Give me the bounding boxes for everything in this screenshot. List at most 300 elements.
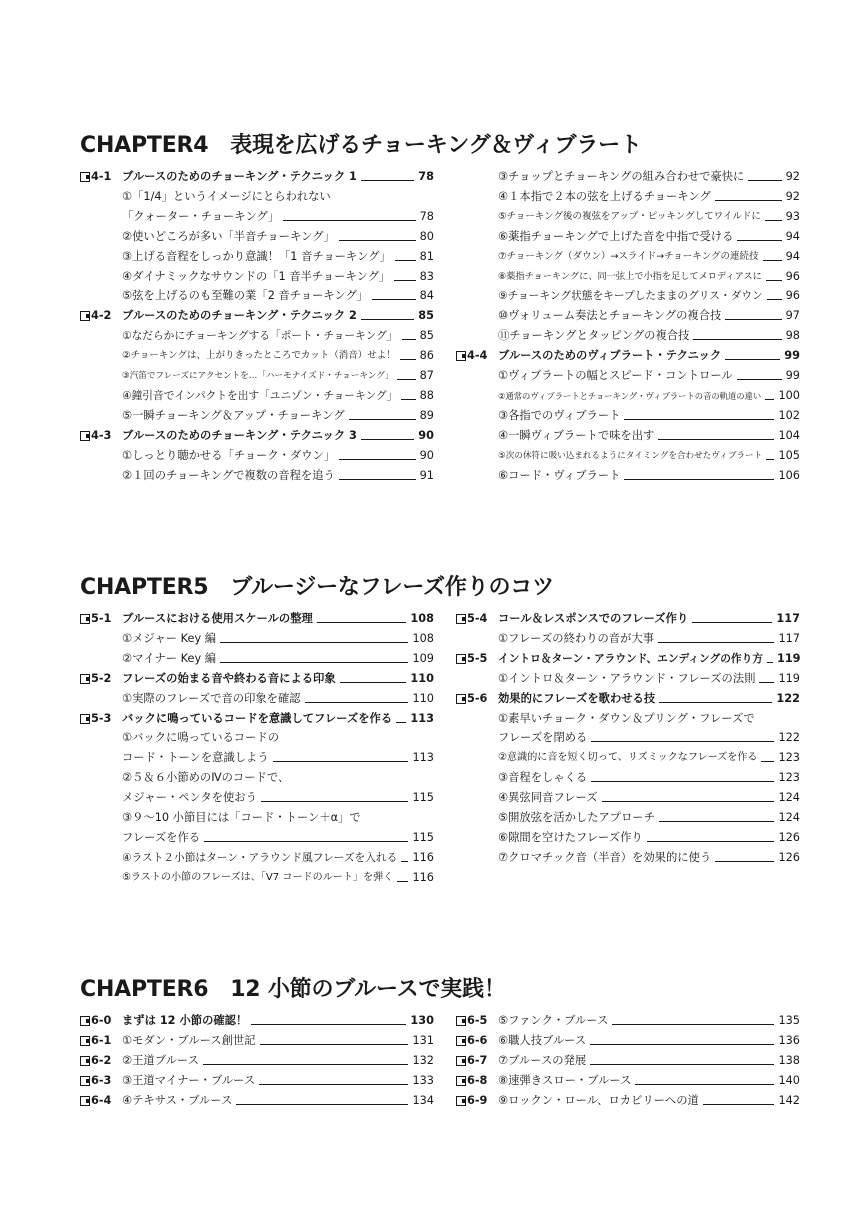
section-marker-icon: [456, 1016, 466, 1026]
toc-section-row[interactable]: [456, 608, 800, 628]
toc-entry-row[interactable]: [456, 668, 800, 688]
page-number: 123: [778, 771, 800, 785]
toc-section-row[interactable]: [80, 166, 434, 186]
entry-title: ③汽笛でフレーズにアクセントを…「ハーモナイズド・チョーキング」: [122, 371, 394, 381]
leader-line: [767, 299, 782, 300]
toc-entry-row[interactable]: [80, 285, 434, 305]
page-number: 115: [412, 830, 434, 844]
page-number: 124: [778, 791, 800, 805]
section-number: [80, 429, 111, 443]
toc-entry-row[interactable]: [80, 445, 434, 465]
section-number: [80, 612, 111, 626]
entry-title: ⑧薬指チョーキングに、同一弦上で小指を足してメロディアスに: [498, 270, 762, 282]
page-number: 126: [778, 850, 800, 864]
section-number-label: 5-1: [91, 612, 112, 625]
entry-title: ⑥隙間を空けたフレーズ作り: [498, 830, 643, 844]
entry-title: ①素早いチョーク・ダウン＆プリング・フレーズで: [498, 711, 755, 725]
leader-line: [725, 319, 781, 320]
toc-section-row[interactable]: [80, 1070, 434, 1090]
toc-entry-row[interactable]: [456, 425, 800, 445]
toc-entry-row[interactable]: [456, 246, 800, 266]
toc-entry-row[interactable]: [80, 246, 434, 266]
page-number: 126: [778, 830, 800, 844]
toc-section-row[interactable]: [80, 668, 434, 688]
entry-title: イントロ＆ターン・アラウンド、エンディングの作り方: [498, 651, 763, 665]
toc-entry-row[interactable]: [80, 747, 434, 767]
toc-entry-row[interactable]: [80, 648, 434, 668]
leader-line: [715, 861, 774, 862]
entry-title: ①実際のフレーズで音の印象を確認: [122, 691, 301, 705]
section-number: [80, 1034, 111, 1048]
entry-title: ブルースのためのヴィブラート・テクニック: [498, 349, 722, 363]
entry-title: 効果的にフレーズを歌わせる技: [498, 691, 656, 705]
page-number: 113: [410, 711, 434, 725]
toc-entry-row[interactable]: [80, 365, 434, 385]
page-number: 119: [776, 651, 801, 665]
section-marker-icon: [80, 714, 90, 724]
page-number: 122: [778, 731, 800, 745]
page-number: 99: [784, 349, 800, 363]
page-number: 99: [785, 369, 800, 382]
page-number: 83: [419, 269, 434, 283]
entry-title: ⑨チョーキング状態をキープしたままのグリス・ダウン: [498, 289, 763, 303]
leader-line: [260, 1044, 409, 1045]
entry-title: ②使いどころが多い「半音チョーキング」: [122, 229, 335, 243]
entry-title: ⑦クロマチック音（半音）を効果的に使う: [498, 850, 712, 864]
entry-title: ①イントロ＆ターン・アラウンド・フレーズの法則: [498, 671, 756, 685]
section-number: [80, 1014, 111, 1028]
section-marker-icon: [456, 1096, 466, 1106]
leader-line: [759, 682, 774, 683]
entry-title: ⑤次の休符に吸い込まれるようにタイミングを合わせたヴィブラート: [498, 450, 763, 461]
toc-entry-row[interactable]: [80, 345, 434, 365]
leader-line: [590, 1064, 774, 1065]
section-marker-icon: [80, 1096, 90, 1106]
section-marker-icon: [456, 1036, 466, 1046]
section-number-label: 6-1: [91, 1033, 112, 1047]
leader-line: [220, 642, 408, 643]
entry-title: ⑦チョーキング（ダウン）→スライド→チョーキングの連続技: [498, 250, 759, 262]
section-marker-icon: [456, 351, 466, 361]
page-number: 92: [785, 189, 800, 203]
toc-entry-row[interactable]: [80, 266, 434, 286]
toc-entry-row[interactable]: [80, 186, 434, 206]
section-marker-icon: [80, 172, 90, 182]
entry-title: ③チョップとチョーキングの組み合わせで豪快に: [498, 170, 745, 183]
section-number: [80, 309, 111, 323]
leader-line: [591, 741, 774, 742]
leader-line: [602, 801, 775, 802]
entry-title: ④鐘引音でインパクトを出す「ユニゾン・チョーキング」: [122, 388, 398, 402]
section-number-label: 6-5: [467, 1014, 488, 1027]
chapter-title: CHAPTER5 ブルージーなフレーズ作りのコツ: [80, 575, 554, 600]
chapter-6: [80, 972, 800, 1212]
chapter-title: CHAPTER6 12 小節のブルースで実践！: [80, 977, 506, 1002]
section-number-label: 6-3: [91, 1073, 112, 1087]
toc-section-row[interactable]: [80, 608, 434, 628]
section-number: [80, 672, 111, 686]
page-number: 105: [778, 448, 800, 462]
toc-section-row[interactable]: [456, 1070, 800, 1090]
section-marker-icon: [80, 311, 90, 321]
leader-line: [765, 220, 782, 221]
leader-line: [372, 299, 415, 300]
leader-line: [401, 861, 408, 862]
entry-title: ⑤一瞬チョーキング＆アップ・チョーキング: [122, 408, 345, 422]
page-number: 96: [785, 269, 800, 283]
entry-title: ③音程をしゃくる: [498, 771, 588, 785]
leader-line: [204, 841, 408, 842]
leader-line: [692, 622, 772, 623]
section-number: [80, 1094, 111, 1108]
entry-title: ⑤ファンク・ブルース: [498, 1014, 609, 1027]
section-marker-icon: [456, 1056, 466, 1066]
page-number: 89: [419, 408, 434, 422]
entry-title: メジャー・ペンタを使おう: [122, 791, 257, 805]
page-number: 102: [778, 408, 800, 422]
toc-section-row[interactable]: [456, 648, 800, 668]
toc-entry-row[interactable]: [456, 266, 800, 286]
entry-title: まずは 12 小節の確認！: [122, 1014, 248, 1027]
entry-title: ⑤ラストの小節のフレーズは、「Ⅴ7 コードのルート」を弾く: [122, 871, 394, 883]
toc-entry-row[interactable]: [80, 867, 434, 887]
leader-line: [635, 1084, 774, 1085]
toc-entry-row[interactable]: [80, 727, 434, 747]
toc-entry-row[interactable]: [456, 727, 800, 747]
page-number: 140: [778, 1073, 800, 1087]
page-number: 86: [419, 349, 434, 363]
entry-title: ⑤弦を上げるのも至難の業「2 音チョーキング」: [122, 289, 369, 303]
page-number: 117: [778, 631, 800, 645]
section-marker-icon: [80, 431, 90, 441]
entry-title: ①ヴィブラートの幅とスピード・コントロール: [498, 369, 733, 382]
leader-line: [395, 260, 416, 261]
leader-line: [647, 841, 775, 842]
toc-entry-row[interactable]: [456, 465, 800, 485]
toc-entry-row[interactable]: [80, 325, 434, 345]
section-number-label: 6-0: [91, 1014, 112, 1027]
toc-entry-row[interactable]: [456, 285, 800, 305]
toc-entry-row[interactable]: [80, 847, 434, 867]
toc-entry-row[interactable]: [456, 226, 800, 246]
toc-entry-row[interactable]: [456, 807, 800, 827]
section-marker-icon: [80, 1016, 90, 1026]
page-number: 104: [778, 428, 800, 442]
page-number: 92: [785, 170, 800, 183]
leader-line: [361, 180, 414, 181]
leader-line: [591, 781, 774, 782]
entry-title: ③９～10 小節目には「コード・トーン＋α」で: [122, 811, 361, 824]
leader-line: [767, 662, 773, 663]
section-marker-icon: [456, 614, 466, 624]
leader-line: [361, 439, 414, 440]
toc-entry-row[interactable]: [456, 405, 800, 425]
leader-line: [305, 702, 409, 703]
page-number: 81: [419, 249, 434, 263]
section-number-label: 5-3: [91, 711, 112, 725]
toc-entry-row[interactable]: [456, 166, 800, 186]
toc-section-row[interactable]: [456, 1090, 800, 1110]
toc-section-row[interactable]: [80, 1010, 434, 1030]
section-number-label: 6-4: [91, 1093, 112, 1107]
page-number: 90: [418, 428, 434, 442]
section-number: [456, 1094, 487, 1108]
page-number: 135: [778, 1014, 800, 1027]
page-number: 117: [776, 612, 800, 625]
toc-entry-row[interactable]: [456, 445, 800, 465]
entry-title: フレーズを閉める: [498, 731, 588, 745]
page-number: 116: [412, 870, 434, 884]
leader-line: [261, 801, 409, 802]
section-number: [456, 1074, 487, 1088]
toc-entry-row[interactable]: [456, 325, 800, 345]
entry-title: バックに鳴っているコードを意識してフレーズを作る: [122, 711, 393, 725]
toc-entry-row[interactable]: [456, 767, 800, 787]
toc-entry-row[interactable]: [456, 827, 800, 847]
toc-entry-row[interactable]: [80, 827, 434, 847]
section-number: [456, 692, 487, 706]
leader-line: [624, 419, 774, 420]
page-number: 132: [412, 1053, 434, 1067]
entry-title: ブルースのためのチョーキング・テクニック 1: [122, 170, 357, 183]
section-number: [456, 652, 487, 666]
page-number: 130: [410, 1014, 434, 1027]
entry-title: ⑥職人技ブルース: [498, 1033, 587, 1047]
section-marker-icon: [80, 1076, 90, 1086]
page-number: 115: [412, 791, 434, 805]
leader-line: [400, 359, 416, 360]
section-marker-icon: [456, 694, 466, 704]
page-number: 100: [778, 388, 800, 402]
leader-line: [397, 379, 415, 380]
entry-title: ②通常のヴィブラートとチョーキング・ヴィブラートの音の軌道の違い: [498, 390, 762, 401]
toc-entry-row[interactable]: [456, 305, 800, 325]
leader-line: [251, 1024, 406, 1025]
page-number: 84: [419, 289, 434, 303]
section-number-label: 6-2: [91, 1053, 112, 1067]
page-number: 91: [419, 468, 434, 482]
leader-line: [401, 399, 415, 400]
page-number: 108: [410, 612, 434, 625]
entry-title: ②チョーキングは、上がりきったところでカット（消音）せよ！: [122, 350, 396, 362]
leader-line: [361, 319, 414, 320]
entry-title: ⑪チョーキングとタッピングの複合技: [498, 329, 690, 343]
toc-section-row[interactable]: [456, 1030, 800, 1050]
page-number: 106: [778, 468, 800, 482]
section-number: [80, 712, 111, 726]
toc-section-row[interactable]: [80, 425, 434, 445]
section-number: [80, 170, 111, 184]
entry-title: ④異弦同音フレーズ: [498, 791, 598, 805]
entry-title: ①バックに鳴っているコードの: [122, 731, 279, 745]
section-number-label: 6-9: [467, 1093, 488, 1107]
leader-line: [659, 702, 772, 703]
section-marker-icon: [80, 1056, 90, 1066]
page-number: 122: [776, 691, 800, 705]
entry-title: ④ラスト２小節はターン・アラウンド風フレーズを入れる: [122, 850, 398, 864]
toc-section-row[interactable]: [80, 1030, 434, 1050]
page-number: 85: [418, 309, 434, 323]
entry-title: フレーズを作る: [122, 830, 201, 844]
leader-line: [397, 881, 408, 882]
toc-entry-row[interactable]: [80, 787, 434, 807]
toc-section-row[interactable]: [80, 305, 434, 325]
page-number: 98: [785, 329, 800, 343]
entry-title: コード・トーンを意識しよう: [122, 751, 269, 765]
leader-line: [765, 399, 774, 400]
leader-line: [761, 761, 774, 762]
page-number: 123: [778, 751, 800, 765]
leader-line: [658, 642, 774, 643]
entry-title: ブルースのためのチョーキング・テクニック 3: [122, 428, 357, 442]
section-number: [456, 1034, 487, 1048]
page-number: 94: [785, 249, 800, 263]
page-number: 110: [412, 691, 434, 705]
page-number: 94: [785, 229, 800, 243]
section-marker-icon: [80, 614, 90, 624]
leader-line: [236, 1104, 408, 1105]
section-number-label: 5-2: [91, 671, 112, 685]
toc-entry-row[interactable]: [456, 787, 800, 807]
section-number: [456, 1054, 487, 1068]
section-number-label: 5-6: [467, 691, 488, 705]
page-number: 133: [412, 1073, 434, 1087]
toc-entry-row[interactable]: [80, 206, 434, 226]
page-number: 116: [412, 850, 434, 864]
leader-line: [624, 479, 774, 480]
toc-entry-row[interactable]: [80, 767, 434, 787]
page-number: 124: [778, 811, 800, 824]
entry-title: ブルースにおける使用スケールの整理: [122, 612, 313, 625]
entry-title: ①フレーズの終わりの音が大事: [498, 631, 654, 645]
section-number-label: 6-6: [467, 1033, 488, 1047]
section-number-label: 4-4: [467, 349, 488, 363]
entry-title: ①メジャー Key 編: [122, 631, 217, 645]
toc-entry-row[interactable]: [80, 688, 434, 708]
leader-line: [402, 339, 416, 340]
entry-title: フレーズの始まる音や終わる音による印象: [122, 671, 336, 685]
leader-line: [763, 260, 782, 261]
leader-line: [766, 280, 782, 281]
entry-title: ①なだらかにチョーキングする「ポート・チョーキング」: [122, 329, 398, 343]
toc-section-row[interactable]: [456, 688, 800, 708]
leader-line: [394, 280, 415, 281]
section-number: [456, 349, 487, 363]
page-number: 136: [778, 1033, 800, 1047]
section-marker-icon: [80, 674, 90, 684]
page-number: 78: [418, 170, 434, 183]
entry-title: ⑤開放弦を活かしたアプローチ: [498, 811, 655, 824]
leader-line: [766, 459, 774, 460]
entry-title: ⑥薬指チョーキングで上げた音を中指で受ける: [498, 229, 734, 243]
entry-title: ②５＆６小節めのⅣのコードで、: [122, 771, 290, 785]
entry-title: コール＆レスポンスでのフレーズ作り: [498, 612, 689, 625]
page-number: 80: [419, 229, 434, 243]
entry-title: ⑦ブルースの発展: [498, 1053, 587, 1067]
page-number: 97: [785, 309, 800, 323]
entry-title: ⑥コード・ヴィブラート: [498, 468, 621, 482]
leader-line: [259, 1084, 408, 1085]
toc-entry-row[interactable]: [456, 206, 800, 226]
toc-entry-row[interactable]: [80, 628, 434, 648]
section-number-label: 4-1: [91, 170, 112, 183]
leader-line: [339, 459, 415, 460]
toc-entry-row[interactable]: [456, 847, 800, 867]
leader-line: [349, 419, 416, 420]
section-number-label: 4-2: [91, 309, 112, 323]
section-number-label: 5-5: [467, 651, 488, 665]
toc-entry-row[interactable]: [456, 385, 800, 405]
leader-line: [612, 1024, 774, 1025]
toc-entry-row[interactable]: [456, 747, 800, 767]
entry-title: ブルースのためのチョーキング・テクニック 2: [122, 309, 357, 323]
toc-entry-row[interactable]: [456, 708, 800, 728]
entry-title: ①「1/4」というイメージにとらわれない: [122, 189, 331, 203]
entry-title: ④ダイナミックなサウンドの「1 音半チョーキング」: [122, 269, 391, 283]
section-number: [456, 612, 487, 626]
page-number: 78: [419, 209, 434, 223]
leader-line: [283, 220, 415, 221]
page-number: 110: [410, 671, 434, 685]
entry-title: ④一瞬ヴィブラートで味を出す: [498, 428, 655, 442]
leader-line: [203, 1064, 409, 1065]
leader-line: [273, 761, 409, 762]
entry-title: ①モダン・ブルース創世記: [122, 1033, 256, 1047]
toc-entry-row[interactable]: [456, 186, 800, 206]
leader-line: [658, 439, 774, 440]
page-number: 134: [412, 1093, 434, 1107]
toc-entry-row[interactable]: [80, 807, 434, 827]
entry-title: ⑨ロックン・ロール、ロカビリーへの道: [498, 1093, 699, 1107]
toc-section-row[interactable]: [80, 1090, 434, 1110]
toc-section-row[interactable]: [80, 1050, 434, 1070]
leader-line: [737, 240, 781, 241]
toc-entry-row[interactable]: [80, 465, 434, 485]
entry-title: ③上げる音程をしっかり意識！「1 音チョーキング」: [122, 249, 391, 263]
entry-title: 「クォーター・チョーキング」: [122, 209, 280, 223]
toc-entry-row[interactable]: [456, 628, 800, 648]
page-number: 93: [785, 209, 800, 223]
page-number: 90: [419, 448, 434, 462]
page-number: 96: [785, 289, 800, 303]
leader-line: [737, 379, 782, 380]
toc-entry-row[interactable]: [80, 226, 434, 246]
toc-section-row[interactable]: [456, 345, 800, 365]
leader-line: [340, 682, 407, 683]
entry-title: ②マイナー Key 編: [122, 651, 217, 665]
toc-entry-row[interactable]: [80, 385, 434, 405]
chapter-5: [80, 570, 801, 884]
page-number: 87: [419, 369, 434, 382]
leader-line: [748, 180, 781, 181]
leader-line: [317, 622, 407, 623]
entry-title: ②１回のチョーキングで複数の音程を追う: [122, 468, 335, 482]
toc-entry-row[interactable]: [456, 365, 800, 385]
entry-title: ②王道ブルース: [122, 1053, 199, 1067]
toc-section-row[interactable]: [80, 708, 434, 728]
leader-line: [339, 479, 416, 480]
section-marker-icon: [456, 654, 466, 664]
page-number: 113: [412, 751, 434, 765]
toc-entry-row[interactable]: [80, 405, 434, 425]
toc-section-row[interactable]: [456, 1010, 800, 1030]
entry-title: ⑩ヴォリューム奏法とチョーキングの複合技: [498, 309, 722, 323]
section-marker-icon: [456, 1076, 466, 1086]
toc-section-row[interactable]: [456, 1050, 800, 1070]
entry-title: ⑧速弾きスロー・ブルース: [498, 1073, 632, 1087]
page-number: 138: [778, 1053, 800, 1067]
chapter-title: CHAPTER4 表現を広げるチョーキング＆ヴィブラート: [80, 133, 642, 158]
